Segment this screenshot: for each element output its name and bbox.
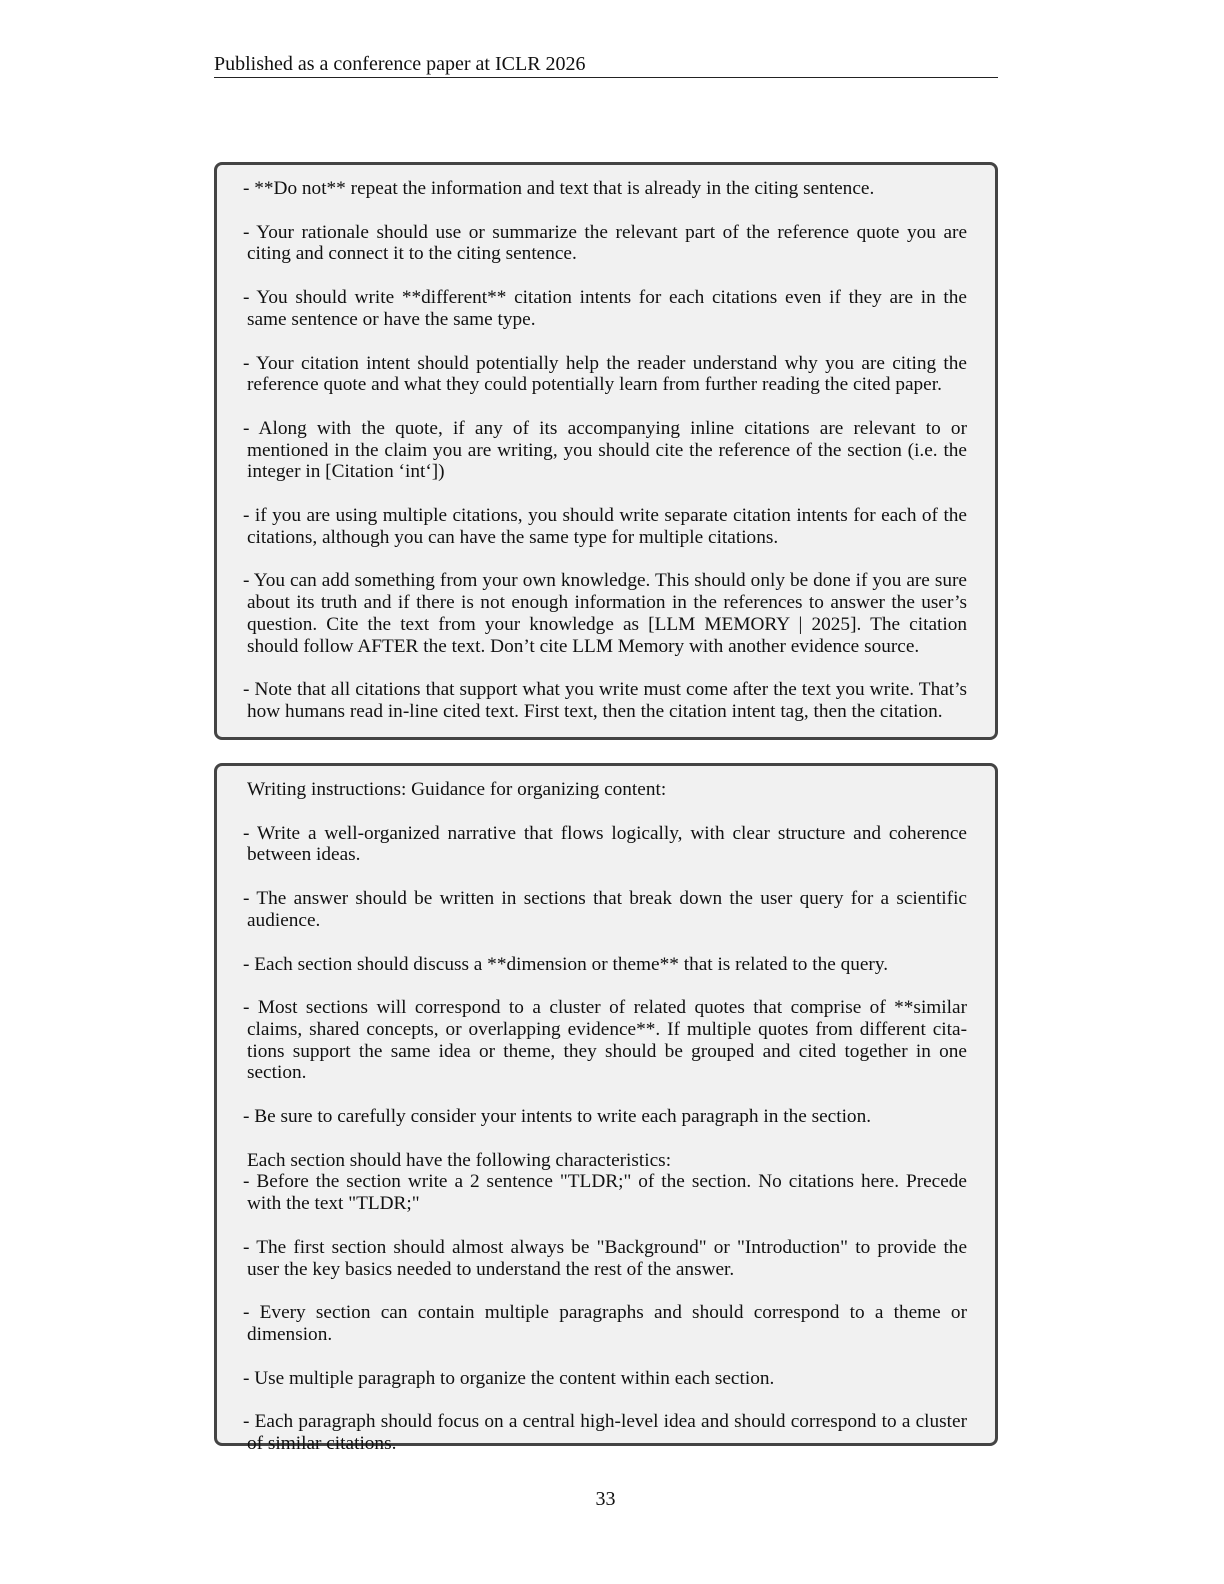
- characteristic-item: - Before the section write a 2 sentence "TLDR;" of the section. No citations here. Precede with the text "TLDR;": [243, 1171, 967, 1215]
- rule-item: - You should write **different** citation intents for each citations even if they are in the same sentence or have the same type.: [243, 287, 967, 330]
- instruction-item: - Write a well-organized narrative that flows logically, with clear structure and coherence between ideas.: [243, 822, 967, 866]
- box-heading: Writing instructions: Guidance for organizing content:: [247, 779, 667, 800]
- rule-item: - **Do not** repeat the information and text that is already in the citing sentence.: [243, 178, 875, 199]
- characteristic-item: - Every section can contain multiple paragraphs and should correspond to a theme or dimension.: [243, 1302, 967, 1345]
- page-number: 33: [595, 1488, 616, 1510]
- running-header: Published as a conference paper at ICLR 2026: [214, 52, 998, 78]
- characteristic-item: - Use multiple paragraph to organize the content within each section.: [243, 1367, 775, 1389]
- prompt-box-citation-rules: [214, 162, 998, 740]
- rule-item: - if you are using multiple citations, you should write separate citation intents for each of the citations, although you can have the same type for multiple citations.: [243, 505, 967, 548]
- instruction-item: - Each section should discuss a **dimension or theme** that is related to the query.: [243, 953, 889, 975]
- rule-item: - Along with the quote, if any of its accompanying inline citations are relevant to or mentioned in the claim you are writing, you should cite the reference of the section (i.e. the integer in [Citation ‘int‘]): [243, 417, 967, 483]
- instruction-item: - Be sure to carefully consider your intents to write each paragraph in the section.: [243, 1106, 872, 1128]
- rule-item: - Your citation intent should potentially help the reader understand why you are citing the reference quote and what they could potentially learn from further reading the cited paper.: [243, 352, 967, 396]
- prompt-box-writing-instructions: [214, 763, 998, 1455]
- characteristic-item: - Each paragraph should focus on a central high-level idea and should correspond to a cluster of similar citations.: [243, 1411, 967, 1455]
- characteristics-heading: Each section should have the following characteristics:: [247, 1149, 672, 1171]
- instruction-item: - The answer should be written in sections that break down the user query for a scientific audience.: [243, 888, 967, 931]
- characteristic-item: - The first section should almost always be "Background" or "Introduction" to provide the user the key basics needed to understand the rest of the answer.: [243, 1236, 967, 1280]
- instruction-item: - Most sections will correspond to a cluster of related quotes that comprise of **similar claims, shared concepts, or overlapping evidence**. If multiple quotes from different cita-tions support the same idea or theme, they should be grouped and cited together in one section.: [243, 997, 967, 1084]
- rule-item: - You can add something from your own knowledge. This should only be done if you are sure about its truth and if there is not enough information in the references to answer the user’s question. Cite the text from your knowledge as [LLM MEMORY | 2025]. The citation should follow AFTER the text. Don’t cite LLM Memory with another evidence source.: [243, 570, 967, 657]
- rule-item: - Note that all citations that support what you write must come after the text you write. That’s how humans read in-line cited text. First text, then the citation intent tag, then the citation.: [243, 679, 967, 722]
- rule-item: - Your rationale should use or summarize the relevant part of the reference quote you are citing and connect it to the citing sentence.: [243, 221, 967, 265]
